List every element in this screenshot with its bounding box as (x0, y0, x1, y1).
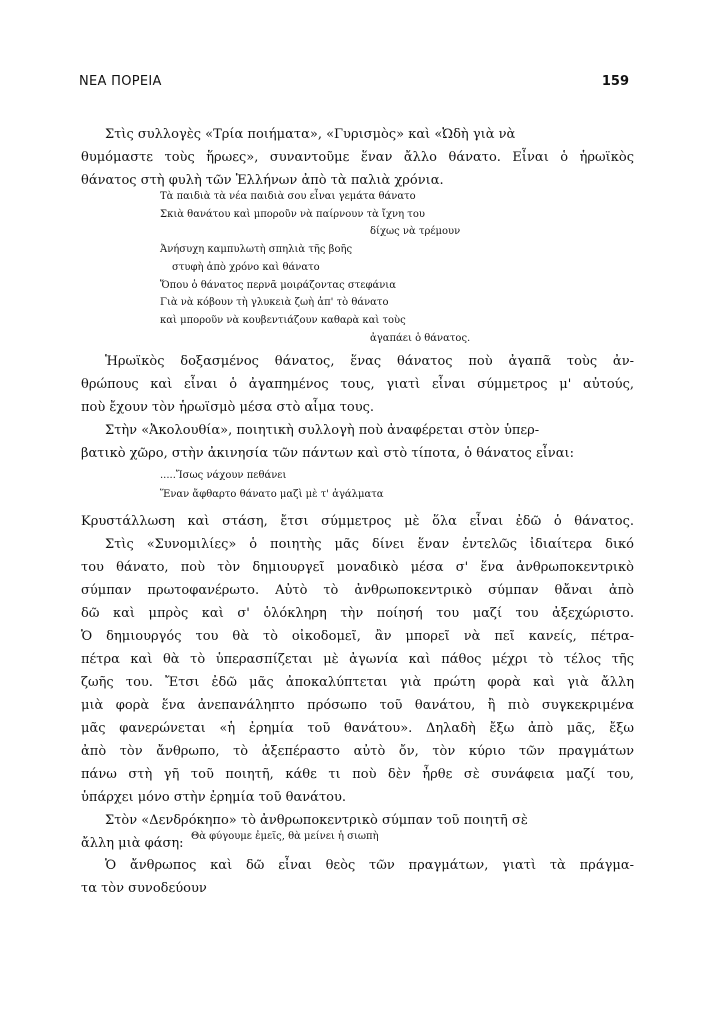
verse-line: Ἀνήσυχη καμπυλωτὴ σπηλιὰ τῆς βοῆς (160, 244, 353, 256)
text-line: ἀπὸ τὸν ἄνθρωπο, τὸ ἀξεπέραστο αὐτὸ ὄν, τὸν κύριο τῶν πραγμάτων (81, 744, 634, 759)
text-line: του θάνατο, ποὺ τὸν δημιουργεῖ μοναδικὸ μέσα σ' ἕνα ἀνθρωποκεντρικὸ (81, 560, 634, 575)
verse-line: καὶ μποροῦν νὰ κουβεντιάζουν καθαρὰ καὶ τοὺς (160, 314, 406, 326)
text-line: Στὴν «Ἀκολουθία», ποιητικὴ συλλογὴ ποὺ ἀναφέρεται στὸν ὑπερ- (105, 423, 540, 438)
text-line: θυμόμαστε τοὺς ἥρωες», συναντοῦμε ἕναν ἄλλο θάνατο. Εἶναι ὁ ἡρωϊκὸς (81, 150, 634, 165)
text-line: σύμπαν πρωτοφανέρωτο. Αὐτὸ τὸ ἀνθρωποκεντρικὸ σύμπαν θἄναι ἀπὸ (81, 583, 634, 598)
text-line: Στὶς «Συνομιλίες» ὁ ποιητὴς μᾶς δίνει ἕναν ἐντελῶς ἰδιαίτερα δικό (105, 537, 634, 552)
text-line: μᾶς φανερώνεται «ἡ ἐρημία τοῦ θανάτου». Δηλαδὴ ἔξω ἀπὸ μᾶς, ἔξω (81, 721, 634, 736)
page-number: 159 (601, 74, 629, 89)
verse-line: Γιὰ νὰ κόβουν τὴ γλυκειὰ ζωὴ ἀπ' τὸ θάνατο (160, 297, 389, 309)
text-line: Στὸν «Δενδρόκηπο» τὸ ἀνθρωποκεντρικὸ σύμπαν τοῦ ποιητῆ σὲ (105, 813, 528, 828)
paragraph-2 (81, 350, 634, 465)
text-line: ὑπάρχει μόνο στὴν ἐρημία τοῦ θανάτου. (81, 790, 346, 805)
poem-quote-3 (191, 828, 379, 846)
text-line: πάνω στὴ γῆ τοῦ ποιητῆ, κάθε τι ποὺ δὲν ἦρθε σὲ συνάφεια μαζί του, (81, 767, 634, 782)
paragraph-3 (81, 510, 634, 855)
text-line: ποὺ ἔχουν τὸν ἡρωϊσμὸ μέσα στὸ αἷμα τους. (81, 400, 375, 415)
verse-line: Θὰ φύγουμε ἐμεῖς, θὰ μείνει ἡ σιωπὴ (191, 831, 379, 842)
verse-line: Ὅπου ὁ θάνατος περνᾶ μοιράζοντας στεφάνια (160, 279, 396, 291)
text-line: ἄλλη μιὰ φάση: (81, 836, 184, 851)
text-line: Στὶς συλλογὲς «Τρία ποιήματα», «Γυρισμὸς» καὶ «Ὠδὴ γιὰ νὰ (105, 127, 516, 142)
verse-line: Σκιὰ θανάτου καὶ μποροῦν νὰ παίρνουν τὰ ἴχνη του (160, 208, 425, 220)
verse-line: Τὰ παιδιὰ τὰ νέα παιδιὰ σου εἶναι γεμάτα θάνατο (160, 191, 416, 202)
verse-line: δίχως νὰ τρέμουν (370, 226, 461, 238)
paragraph-1 (81, 123, 634, 192)
verse-line: ἀγαπάει ὁ θάνατος. (370, 332, 471, 344)
text-line: Ὁ ἄνθρωπος καὶ δῶ εἶναι θεὸς τῶν πραγμάτων, γιατὶ τὰ πράγμα- (105, 858, 634, 873)
text-line: Κρυστάλλωση καὶ στάση, ἔτσι σύμμετρος μὲ ὅλα εἶναι ἐδῶ ὁ θάνατος. (81, 514, 634, 529)
verse-line: Ἕναν ἄφθαρτο θάνατο μαζὶ μὲ τ' ἀγάλματα (160, 489, 384, 500)
verse-line: στυφὴ ἀπὸ χρόνο καὶ θάνατο (172, 261, 320, 273)
paragraph-4 (81, 854, 634, 900)
verse-line: .....Ἴσως νάχουν πεθάνει (160, 470, 287, 481)
text-line: τα τὸν συνοδεύουν (81, 881, 207, 896)
text-line: ζωῆς του. Ἔτσι ἐδῶ μᾶς ἀποκαλύπτεται γιὰ πρώτη φορὰ καὶ γιὰ ἄλλη (81, 675, 634, 690)
text-line: δῶ καὶ μπρὸς καὶ σ' ὁλόκληρη τὴν ποίησή του μαζί του ἀξεχώριστο. (81, 606, 634, 621)
text-line: βατικὸ χῶρο, στὴν ἀκινησία τῶν πάντων καὶ στὸ τίποτα, ὁ θάνατος εἶναι: (81, 446, 574, 461)
text-line: θάνατος στὴ φυλὴ τῶν Ἑλλήνων ἀπὸ τὰ παλιὰ χρόνια. (81, 173, 444, 188)
text-line: πέτρα καὶ θὰ τὸ ὑπερασπίζεται μὲ ἀγωνία καὶ πάθος μέχρι τὸ τέλος τῆς (81, 652, 634, 667)
journal-title: ΝΕΑ ΠΟΡΕΙΑ (79, 74, 162, 89)
poem-quote-2 (160, 466, 384, 504)
text-line: Ὁ δημιουργός του θὰ τὸ οἰκοδομεῖ, ἂν μπορεῖ νὰ πεῖ κανείς, πέτρα- (81, 629, 634, 644)
text-line: μιὰ φορὰ ἕνα ἀνεπανάληπτο πρόσωπο τοῦ θανάτου, ἢ πιὸ συγκεκριμένα (81, 698, 634, 713)
poem-quote-1 (160, 188, 470, 347)
text-line: Ἡρωϊκὸς δοξασμένος θάνατος, ἕνας θάνατος ποὺ ἀγαπᾶ τοὺς ἀν- (105, 354, 634, 369)
text-line: θρώπους καὶ εἶναι ὁ ἀγαπημένος τους, γιατὶ εἶναι σύμμετρος μ' αὐτούς, (81, 377, 634, 392)
